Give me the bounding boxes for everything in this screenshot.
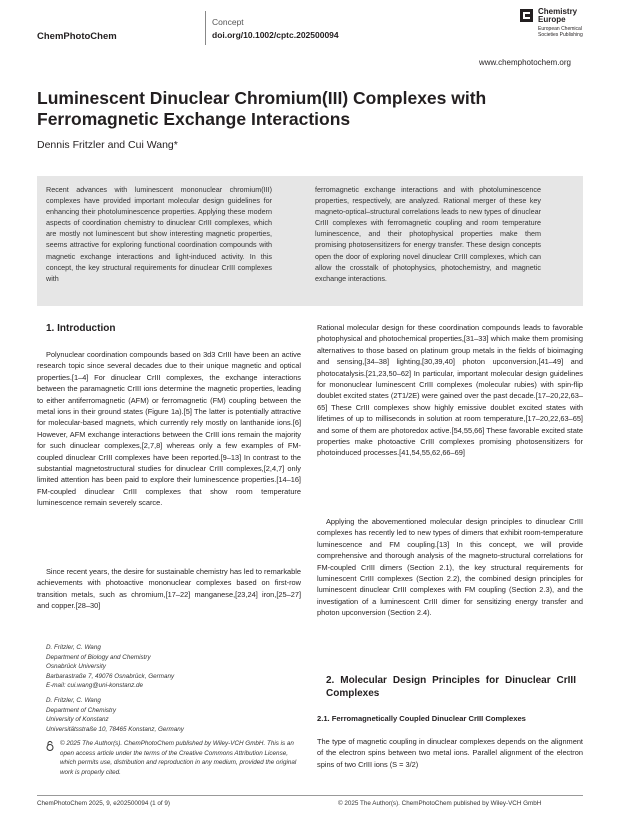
footer-citation: ChemPhotoChem 2025, 9, e202500094 (1 of 9) xyxy=(37,800,171,807)
license-statement: © 2025 The Author(s). ChemPhotoChem published by Wiley-VCH GmbH. This is an open access article under the terms of the Creative Commons Attribution License, which permits use, distribution and reproduction in any medium, provided the original work is properly cited. xyxy=(60,740,297,776)
article-type: Concept xyxy=(212,17,244,27)
abstract-box xyxy=(37,176,583,306)
affiliation-line: Barbarastraße 7, 49076 Osnabrück, Germany xyxy=(46,672,175,680)
author-email-link[interactable]: E-mail: cui.wang@uni-konstanz.de xyxy=(46,682,144,689)
open-access-icon xyxy=(45,741,55,751)
subsection-heading-2-1: 2.1. Ferromagnetically Coupled Dinuclear CrIII Complexes xyxy=(317,714,526,723)
section-heading-introduction: 1. Introduction xyxy=(46,323,116,334)
publisher-name-line2: Europe xyxy=(538,15,566,24)
body-paragraph-1: Rational molecular design for these coordination compounds leads to favorable photophysical and photochemical properties,[31–33] which make them promising alternatives to those based on platinum group metals in the fields of bioimaging and sensing,[34–38] lighting,[30,39,40] photon upconversion,[41–49] and photocatalysis.[21,23,50–62] In particular, important molecular design guidelines for mononuclear luminescent CrIII complexes (molecular rubies) with spin-flip doublet excited states (2T1/2E) were gained over the past decade.[17–20,22,63–65] These CrIII complexes show highly emissive doublet excited states with lifetimes of up to milliseconds in solution at room temperature,[17–20,22,63–65] and some of them are photoredox active.[54,55,66] These favorable excited state properties make photoactive CrIII complexes promising photosensitizers for photoinduced processes.[41,54,55,62,66–69] xyxy=(317,323,583,458)
affiliation-osnabrueck xyxy=(46,643,174,691)
affiliation-line: Universitätsstraße 10, 78465 Konstanz, Germany xyxy=(46,725,184,733)
affiliation-konstanz xyxy=(46,696,184,734)
affiliation-line: D. Fritzler, C. Wang xyxy=(46,697,101,704)
abstract-right-column: ferromagnetic exchange interactions and with photoluminescence properties, respectively, are analyzed. Rational merger of these key magneto-optical–structural correlations leads to new types of dinuclear CrIII complexes with ferromagnetic coupling and room temperature luminescence, and their photophysical properties make them promising photosensitizers for energy transfer. These design concepts open the door of exploring novel dinuclear CrIII complexes, which can allow the crosstalk of photophysics, photochemistry, and magnetic exchange interactions. xyxy=(315,185,541,283)
publisher-logo-icon xyxy=(520,9,533,22)
publisher-subtitle: European Chemical Societies Publishing xyxy=(538,26,583,38)
intro-paragraph-1: Polynuclear coordination compounds based on 3d3 CrIII have been an active research topic since several decades due to their unique magnetic and optical properties.[1–4] For dinuclear CrIII complexes, the exchange interactions between the paramagnetic CrIII ions determine the magnetic properties, leading to either antiferromagnetic (AFM) or ferromagnetic (FM) coupling between the metal ions in their ground states (Figure 1a).[5] The latter is potentially attractive for molecular-based magnets, which currently rely mostly on lanthanide ions.[6] However, AFM exchange interactions between the CrIII ions remain the majority for such dinuclear complexes,[2,7,8] whereas only a few examples of FM-coupled dinuclear CrIII complexes have been reported.[9–13] In contrast to the substantial magnetostructural studies for dinuclear CrIII complexes,[2,4,7] only limited attention has been paid to explore their luminescence properties.[14–16] FM-coupled dinuclear CrIII complexes that show room temperature luminescence remain severely scarce. xyxy=(37,350,301,508)
journal-name: ChemPhotoChem xyxy=(37,31,117,42)
header-divider xyxy=(205,11,206,45)
section-heading-design-principles: 2. Molecular Design Principles for Dinuclear CrIII Complexes xyxy=(326,675,576,699)
body-paragraph-3: The type of magnetic coupling in dinuclear complexes depends on the alignment of the electron spins between two metal ions. Parallel alignment of the electron spins of two CrIII ions (S = 3/2) xyxy=(317,737,583,769)
publisher-name-line1: Chemistry xyxy=(538,7,578,16)
affiliation-line: Osnabrück University xyxy=(46,663,106,670)
intro-paragraph-2: Since recent years, the desire for sustainable chemistry has led to remarkable achievements with photoactive mononuclear complexes based on first-row transition metals, such as chromium,[17–22] manganese,[23,24] iron,[25–27] and copper.[28–30] xyxy=(37,567,301,611)
affiliation-line: University of Konstanz xyxy=(46,716,109,723)
footer-divider xyxy=(37,795,583,796)
doi-link[interactable]: doi.org/10.1002/cptc.202500094 xyxy=(212,30,339,40)
footer-copyright: © 2025 The Author(s). ChemPhotoChem published by Wiley-VCH GmbH xyxy=(338,800,542,807)
affiliation-line: Department of Chemistry xyxy=(46,706,116,714)
affiliation-line: Department of Biology and Chemistry xyxy=(46,653,151,661)
abstract-left-column: Recent advances with luminescent mononuclear chromium(III) complexes have provided important molecular design guidelines for enhancing their photoluminescence properties. Applying these modern aspects of coordination chemistry to dinuclear CrIII complexes, which are mostly not luminescent but show interesting magnetic properties, seems attractive for exploring functional coordination compounds with magnetic exchange interactions and light-induced activity. In this concept, the key structural requirements for dinuclear CrIII complexes with xyxy=(46,185,272,283)
body-paragraph-2: Applying the abovementioned molecular design principles to dinuclear CrIII complexes has recently led to new types of dimers that exhibit room-temperature luminescence and FM coupling.[13] In this concept, we will provide comprehensive and thorough analysis of the magneto-structural correlations for FM-coupled CrIII dimers (Section 2.1), the key structural requirements for luminescent CrIII complexes (Section 2.2), the combined design principles for luminescent dinuclear CrIII complexes with FM coupling (Section 2.3), and the investigation of a luminescent CrIII dimer for sensitizing energy transfer and photon upconversion (Section 2.4). xyxy=(317,517,583,618)
article-title: Luminescent Dinuclear Chromium(III) Complexes with Ferromagnetic Exchange Interactions xyxy=(37,88,487,129)
author-list: Dennis Fritzler and Cui Wang* xyxy=(37,139,178,151)
affiliation-line: D. Fritzler, C. Wang xyxy=(46,644,101,651)
journal-website-link[interactable]: www.chemphotochem.org xyxy=(478,58,571,67)
